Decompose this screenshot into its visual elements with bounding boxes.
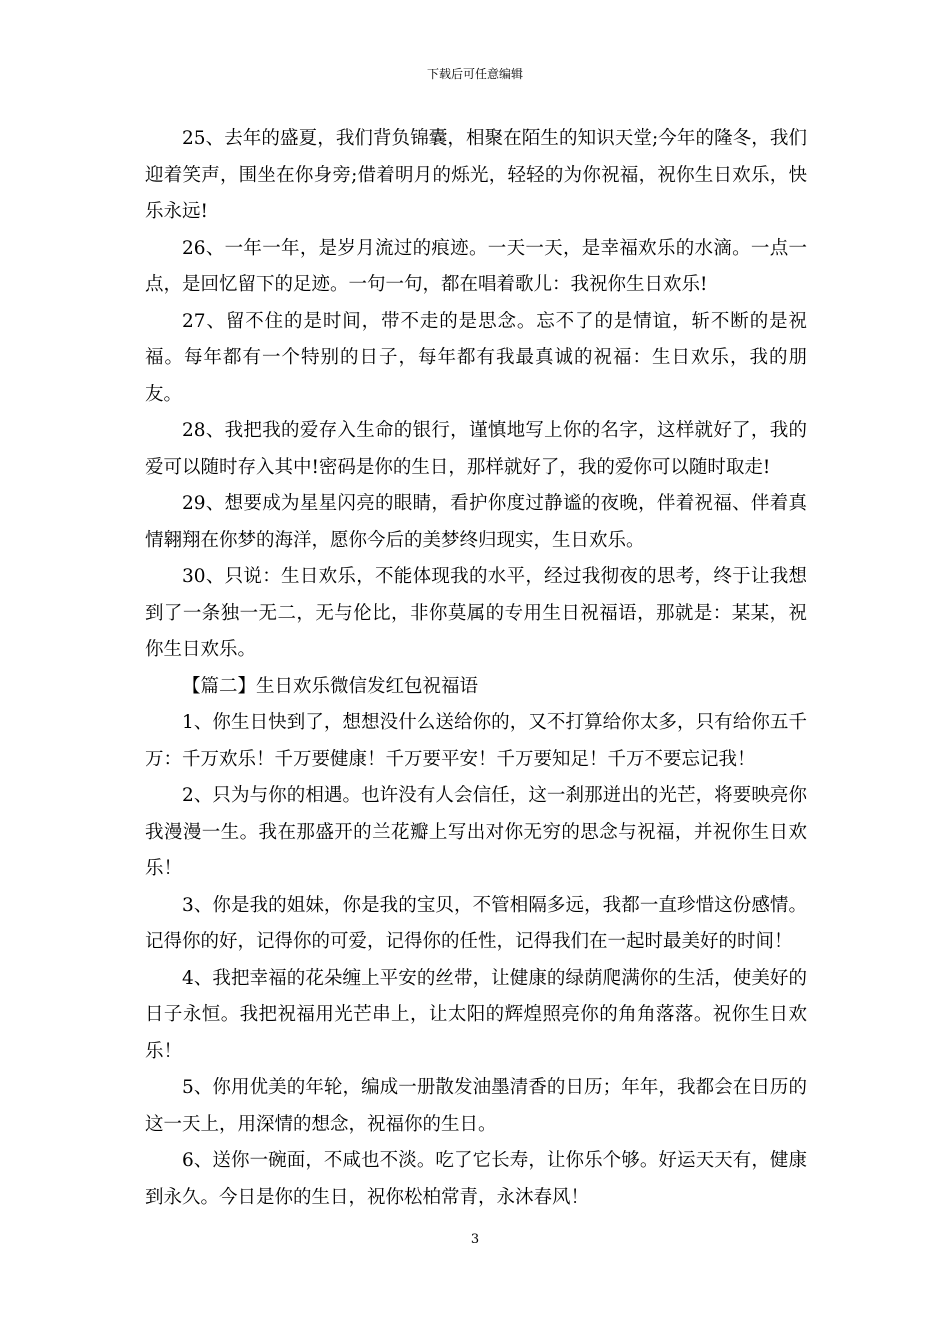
paragraph-26: 26、一年一年，是岁月流过的痕迹。一天一天，是幸福欢乐的水滴。一点一点，是回忆留下的足迹。一句一句，都在唱着歌儿：我祝你生日欢乐! — [145, 237, 807, 295]
paragraph-29: 29、想要成为星星闪亮的眼睛，看护你度过静谧的夜晚，伴着祝福、伴着真情翱翔在你梦的海洋，愿你今后的美梦终归现实，生日欢乐。 — [145, 493, 807, 551]
paragraph-1: 1、你生日快到了，想想没什么送给你的，又不打算给你太多，只有给你五千万：千万欢乐！千万要健康！千万要平安！千万要知足！千万不要忘记我！ — [145, 712, 807, 770]
paragraph-4: 4、我把幸福的花朵缠上平安的丝带，让健康的绿荫爬满你的生活，使美好的日子永恒。我把祝福用光芒串上，让太阳的辉煌照亮你的角角落落。祝你生日欢乐！ — [145, 967, 807, 1062]
section-title: 【篇二】生日欢乐微信发红包祝福语 — [182, 675, 479, 697]
paragraph-2: 2、只为与你的相遇。也许没有人会信任，这一刹那迸出的光芒，将要映亮你我漫漫一生。我在那盛开的兰花瓣上写出对你无穷的思念与祝福，并祝你生日欢乐！ — [145, 785, 807, 879]
document-body — [145, 121, 807, 1216]
paragraph-30: 30、只说：生日欢乐，不能体现我的水平，经过我彻夜的思考，终于让我想到了一条独一无二，无与伦比，非你莫属的专用生日祝福语，那就是：某某，祝你生日欢乐。 — [145, 566, 807, 660]
paragraph-6: 6、送你一碗面，不咸也不淡。吃了它长寿，让你乐个够。好运天天有，健康到永久。今日是你的生日，祝你松柏常青，永沐春风！ — [145, 1150, 807, 1208]
paragraph-3: 3、你是我的姐妹，你是我的宝贝，不管相隔多远，我都一直珍惜这份感情。记得你的好，记得你的可爱，记得你的任性，记得我们在一起时最美好的时间！ — [145, 894, 807, 952]
page-header: 下载后可任意编辑 — [426, 67, 523, 81]
paragraph-5: 5、你用优美的年轮，编成一册散发油墨清香的日历；年年，我都会在日历的这一天上，用深情的想念，祝福你的生日。 — [145, 1077, 807, 1135]
paragraph-28: 28、我把我的爱存入生命的银行，谨慎地写上你的名字，这样就好了，我的爱可以随时存入其中!密码是你的生日，那样就好了，我的爱你可以随时取走! — [145, 420, 807, 478]
page-number: 3 — [470, 1232, 480, 1247]
paragraph-25: 25、去年的盛夏，我们背负锦囊，相聚在陌生的知识天堂;今年的隆冬，我们迎着笑声，围坐在你身旁;借着明月的烁光，轻轻的为你祝福，祝你生日欢乐，快乐永远! — [145, 128, 807, 222]
paragraph-27: 27、留不住的是时间，带不走的是思念。忘不了的是情谊，斩不断的是祝福。每年都有一个特别的日子，每年都有我最真诚的祝福：生日欢乐，我的朋友。 — [145, 310, 807, 405]
